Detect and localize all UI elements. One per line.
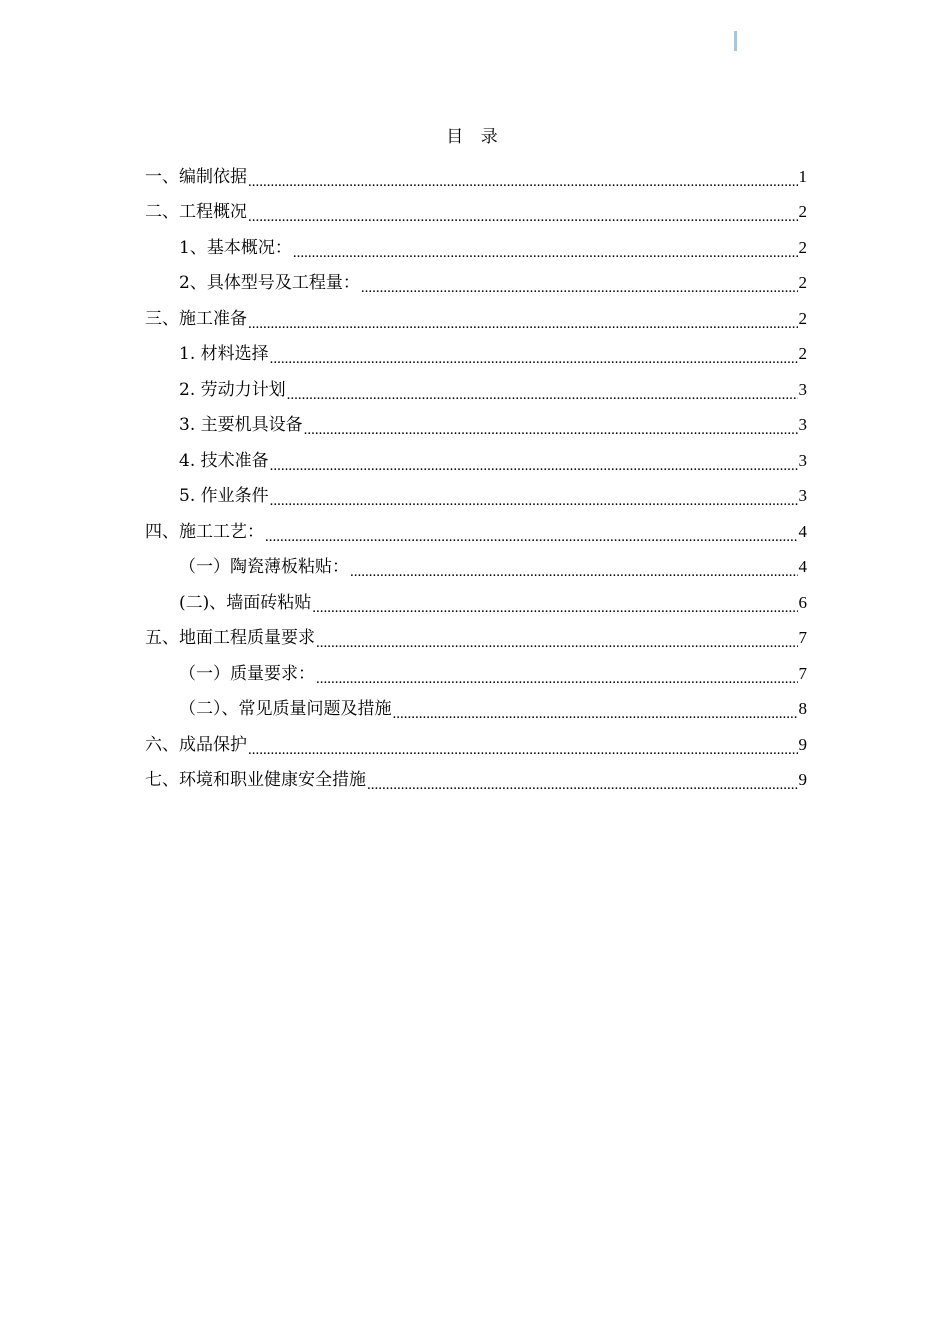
- toc-entry-page: 1: [798, 166, 807, 186]
- toc-entry-label: （二）、常见质量问题及措施: [179, 699, 392, 720]
- toc-entry-label: 4. 技术准备: [179, 450, 269, 471]
- toc-leader-dots: [316, 636, 798, 656]
- toc-leader-dots: [316, 672, 798, 692]
- toc-entry[interactable]: [145, 230, 807, 266]
- toc-entry-page: 3: [798, 379, 807, 399]
- toc-entry-label: 1. 材料选择: [179, 344, 269, 365]
- toc-entry-label: 2、具体型号及工程量：: [179, 273, 360, 294]
- toc-entry[interactable]: [145, 372, 807, 408]
- toc-entry-page: 9: [798, 770, 807, 790]
- toc-entry[interactable]: [145, 159, 807, 195]
- toc-leader-dots: [393, 707, 798, 727]
- toc-leader-dots: [304, 423, 798, 443]
- toc-entry-label: (二)、墙面砖粘贴: [179, 592, 312, 613]
- toc-entry-page: 3: [798, 450, 807, 470]
- toc-entry-page: 7: [798, 628, 807, 648]
- toc-leader-dots: [270, 459, 798, 479]
- toc-entry-label: 2. 劳动力计划: [179, 379, 286, 400]
- toc-entry-page: 3: [798, 415, 807, 435]
- toc-entry[interactable]: [145, 337, 807, 373]
- toc-entry-label: 5. 作业条件: [179, 486, 269, 507]
- toc-entry[interactable]: [145, 656, 807, 692]
- toc-entry-label: 3. 主要机具设备: [179, 415, 303, 436]
- toc-entry[interactable]: [145, 195, 807, 231]
- toc-entry-label: 六、成品保护: [145, 734, 247, 755]
- toc-entry-label: 1、基本概况：: [179, 237, 292, 258]
- toc-entry-page: 7: [798, 663, 807, 683]
- toc-entry[interactable]: [145, 550, 807, 586]
- toc-leader-dots: [361, 281, 798, 301]
- toc-entry-label: 一、编制依据: [145, 166, 247, 187]
- toc-entry-page: 4: [798, 557, 807, 577]
- toc-entry-label: 七、环境和职业健康安全措施: [145, 770, 366, 791]
- toc-entry-page: 2: [798, 344, 807, 364]
- toc-entry[interactable]: [145, 408, 807, 444]
- toc-entry-label: （一）陶瓷薄板粘贴：: [179, 557, 349, 578]
- toc-entry-page: 4: [798, 521, 807, 541]
- toc-entry[interactable]: [145, 621, 807, 657]
- toc-entry-page: 2: [798, 237, 807, 257]
- toc-entry[interactable]: [145, 585, 807, 621]
- toc-entry-page: 9: [798, 734, 807, 754]
- toc-leader-dots: [367, 778, 798, 798]
- toc-entry-label: 二、工程概况: [145, 202, 247, 223]
- toc-entry[interactable]: [145, 443, 807, 479]
- toc-leader-dots: [287, 388, 798, 408]
- toc-leader-dots: [293, 246, 798, 266]
- toc-leader-dots: [248, 317, 798, 337]
- text-cursor-mark: [734, 31, 737, 51]
- toc-entry[interactable]: [145, 727, 807, 763]
- toc-entry-page: 2: [798, 273, 807, 293]
- toc-entry-label: 五、地面工程质量要求: [145, 628, 315, 649]
- toc-entry-page: 3: [798, 486, 807, 506]
- toc-entry[interactable]: [145, 692, 807, 728]
- toc-entry-page: 6: [798, 592, 807, 612]
- toc-entry[interactable]: [145, 514, 807, 550]
- toc-entry-label: （一）质量要求：: [179, 663, 315, 684]
- toc-leader-dots: [248, 210, 798, 230]
- toc-leader-dots: [265, 530, 798, 550]
- toc-entry-label: 三、施工准备: [145, 308, 247, 329]
- toc-title: 目 录: [446, 127, 504, 147]
- toc-leader-dots: [270, 494, 798, 514]
- table-of-contents: [145, 159, 807, 798]
- toc-leader-dots: [270, 352, 798, 372]
- toc-entry-page: 2: [798, 202, 807, 222]
- toc-entry-page: 2: [798, 308, 807, 328]
- toc-entry[interactable]: [145, 479, 807, 515]
- toc-entry-label: 四、施工工艺：: [145, 521, 264, 542]
- toc-leader-dots: [350, 565, 798, 585]
- toc-entry[interactable]: [145, 266, 807, 302]
- toc-leader-dots: [312, 601, 797, 621]
- toc-entry[interactable]: [145, 763, 807, 799]
- toc-entry-page: 8: [798, 699, 807, 719]
- toc-entry[interactable]: [145, 301, 807, 337]
- toc-leader-dots: [248, 743, 798, 763]
- toc-leader-dots: [248, 175, 798, 195]
